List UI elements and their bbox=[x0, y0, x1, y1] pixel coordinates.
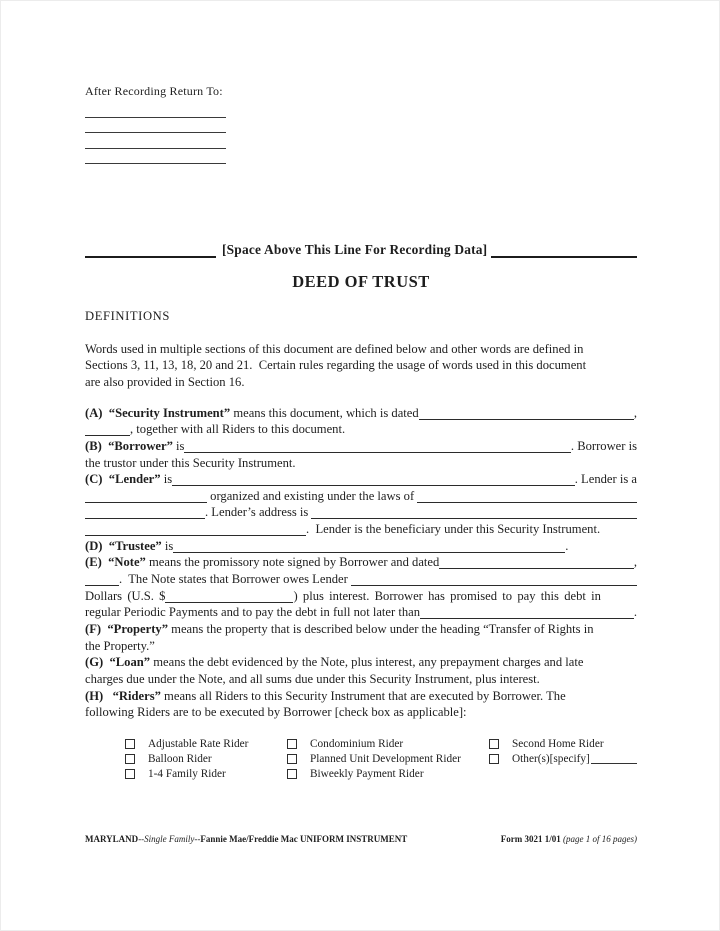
text-segment: Sections 3, 11, 13, 18, 20 and 21. Certain rules regarding the usage of words used in this document bbox=[85, 358, 587, 373]
text-segment: is bbox=[172, 438, 185, 453]
return-address-blank-line[interactable] bbox=[85, 133, 226, 149]
rider-cell bbox=[489, 738, 637, 750]
definition-line bbox=[85, 404, 637, 421]
rider-checkbox[interactable] bbox=[489, 754, 499, 764]
footer-right bbox=[501, 834, 637, 844]
return-address-block bbox=[85, 84, 305, 164]
text-segment: . The Note states that Borrower owes Lender bbox=[119, 572, 351, 587]
rider-checkbox[interactable] bbox=[125, 754, 135, 764]
riders-grid bbox=[85, 736, 637, 782]
fill-in-blank[interactable] bbox=[173, 540, 565, 553]
text-segment: ) plus interest. Borrower has promised to pay this debt in bbox=[293, 588, 601, 603]
rider-label: Condominium Rider bbox=[310, 737, 404, 750]
definition-line bbox=[85, 620, 637, 637]
text-segment: means the property that is described below under the heading “Transfer of Rights in bbox=[168, 621, 594, 636]
rider-label: Balloon Rider bbox=[148, 752, 212, 765]
fill-in-blank[interactable] bbox=[184, 440, 570, 453]
definition-line bbox=[85, 654, 637, 671]
fill-in-blank[interactable] bbox=[85, 506, 205, 519]
footer-segment: MARYLAND bbox=[85, 834, 139, 844]
text-segment: means all Riders to this Security Instrument that are executed by Borrower. The bbox=[160, 688, 566, 703]
definition-line bbox=[85, 471, 637, 488]
rider-row bbox=[85, 736, 637, 751]
fill-in-blank[interactable] bbox=[311, 506, 637, 519]
definition-line bbox=[85, 520, 637, 537]
text-segment: (G) “Loan” bbox=[85, 655, 151, 670]
text-segment: are also provided in Section 16. bbox=[85, 374, 245, 389]
footer-segment: (page 1 of 16 pages) bbox=[563, 834, 637, 844]
fill-in-blank[interactable] bbox=[419, 407, 634, 420]
fill-in-blank[interactable] bbox=[85, 490, 207, 503]
text-segment: . Lender is a bbox=[574, 472, 637, 487]
definition-line bbox=[85, 437, 637, 454]
separator-line-right bbox=[491, 239, 637, 258]
definitions-heading: DEFINITIONS bbox=[85, 309, 170, 323]
text-segment: Dollars (U.S. $ bbox=[85, 588, 166, 603]
text-segment: (D) “Trustee” bbox=[85, 538, 162, 553]
rider-cell bbox=[489, 753, 637, 765]
rider-cell bbox=[287, 753, 489, 765]
definitions-list bbox=[85, 404, 637, 720]
text-segment: (C) “Lender” bbox=[85, 472, 161, 487]
paragraph-line bbox=[85, 373, 637, 390]
rider-row bbox=[85, 751, 637, 766]
rider-label: Biweekly Payment Rider bbox=[310, 767, 424, 780]
definition-line bbox=[85, 604, 637, 621]
text-segment: following Riders are to be executed by Borrower [check box as applicable]: bbox=[85, 705, 467, 720]
definition-line bbox=[85, 670, 637, 687]
fill-in-blank[interactable] bbox=[85, 523, 306, 536]
definition-line bbox=[85, 454, 637, 471]
text-segment: . bbox=[633, 605, 637, 620]
other-specify-blank[interactable] bbox=[591, 754, 637, 764]
definition-line bbox=[85, 704, 637, 721]
text-segment: (E) “Note” bbox=[85, 555, 146, 570]
fill-in-blank[interactable] bbox=[165, 590, 293, 603]
fill-in-blank[interactable] bbox=[351, 573, 637, 586]
page-footer bbox=[85, 834, 637, 844]
fill-in-blank[interactable] bbox=[420, 606, 634, 619]
intro-paragraph bbox=[85, 340, 637, 390]
separator-line-left bbox=[85, 239, 216, 258]
recording-data-separator bbox=[85, 241, 637, 258]
rider-checkbox[interactable] bbox=[125, 739, 135, 749]
text-segment: (H) “Riders” bbox=[85, 688, 161, 703]
definition-line bbox=[85, 587, 637, 604]
fill-in-blank[interactable] bbox=[439, 556, 634, 569]
rider-checkbox[interactable] bbox=[489, 739, 499, 749]
definition-line bbox=[85, 554, 637, 571]
paragraph-line bbox=[85, 340, 637, 357]
page-title: DEED OF TRUST bbox=[292, 272, 430, 291]
text-segment: (A) “Security Instrument” bbox=[85, 405, 231, 420]
rider-label: Planned Unit Development Rider bbox=[310, 752, 461, 765]
definition-line bbox=[85, 421, 637, 438]
text-segment: , bbox=[633, 405, 637, 420]
paragraph-line bbox=[85, 357, 637, 374]
text-segment: , bbox=[633, 555, 637, 570]
text-segment: means the debt evidenced by the Note, plus interest, any prepayment charges and late bbox=[150, 655, 584, 670]
text-segment: regular Periodic Payments and to pay the debt in full not later than bbox=[85, 605, 421, 620]
definition-line bbox=[85, 504, 637, 521]
fill-in-blank[interactable] bbox=[85, 423, 130, 436]
text-segment: . Lender’s address is bbox=[205, 505, 312, 520]
rider-cell bbox=[125, 768, 287, 780]
rider-label: Adjustable Rate Rider bbox=[148, 737, 249, 750]
return-address-label: After Recording Return To: bbox=[85, 84, 223, 98]
text-segment: is bbox=[160, 472, 173, 487]
text-segment: . Borrower is bbox=[570, 438, 637, 453]
text-segment: means this document, which is dated bbox=[230, 405, 419, 420]
footer-left bbox=[85, 834, 407, 844]
text-segment: (F) “Property” bbox=[85, 621, 168, 636]
rider-row bbox=[85, 766, 637, 781]
rider-label: Other(s)[specify] bbox=[512, 752, 590, 765]
definition-line bbox=[85, 537, 637, 554]
rider-checkbox[interactable] bbox=[287, 739, 297, 749]
return-address-blank-line[interactable] bbox=[85, 149, 226, 165]
rider-cell bbox=[287, 768, 489, 780]
rider-checkbox[interactable] bbox=[287, 754, 297, 764]
recording-data-label: [Space Above This Line For Recording Data] bbox=[222, 242, 488, 257]
text-segment: means the promissory note signed by Borrower and dated bbox=[145, 555, 440, 570]
rider-label: 1-4 Family Rider bbox=[148, 767, 226, 780]
return-address-blanks bbox=[85, 102, 305, 164]
return-address-blank-line[interactable] bbox=[85, 118, 226, 134]
text-segment: , together with all Riders to this document. bbox=[130, 422, 346, 437]
rider-checkbox[interactable] bbox=[287, 769, 297, 779]
text-segment: is bbox=[161, 538, 174, 553]
rider-cell bbox=[125, 738, 287, 750]
footer-segment: Fannie Mae/Freddie Mac UNIFORM INSTRUMENT bbox=[200, 834, 408, 844]
text-segment: . bbox=[565, 538, 569, 553]
fill-in-blank[interactable] bbox=[417, 490, 637, 503]
rider-label: Second Home Rider bbox=[512, 737, 604, 750]
text-segment: the Property.” bbox=[85, 638, 155, 653]
text-segment: (B) “Borrower” bbox=[85, 438, 173, 453]
rider-checkbox[interactable] bbox=[125, 769, 135, 779]
return-address-blank-line[interactable] bbox=[85, 102, 226, 118]
text-segment: . Lender is the beneficiary under this Security Instrument. bbox=[306, 522, 601, 537]
fill-in-blank[interactable] bbox=[172, 473, 575, 486]
text-segment: charges due under the Note, and all sums due under this Security Instrument, plus interest. bbox=[85, 671, 540, 686]
rider-cell bbox=[125, 753, 287, 765]
definition-line bbox=[85, 570, 637, 587]
text-segment: the trustor under this Security Instrument. bbox=[85, 455, 296, 470]
fill-in-blank[interactable] bbox=[85, 573, 119, 586]
definition-line bbox=[85, 487, 637, 504]
text-segment: Words used in multiple sections of this document are defined below and other words are defined in bbox=[85, 341, 584, 356]
definition-line bbox=[85, 687, 637, 704]
definition-line bbox=[85, 637, 637, 654]
rider-cell bbox=[287, 738, 489, 750]
footer-segment: --Single Family-- bbox=[138, 834, 201, 844]
text-segment: organized and existing under the laws of bbox=[207, 488, 418, 503]
footer-segment: Form 3021 1/01 bbox=[500, 834, 563, 844]
